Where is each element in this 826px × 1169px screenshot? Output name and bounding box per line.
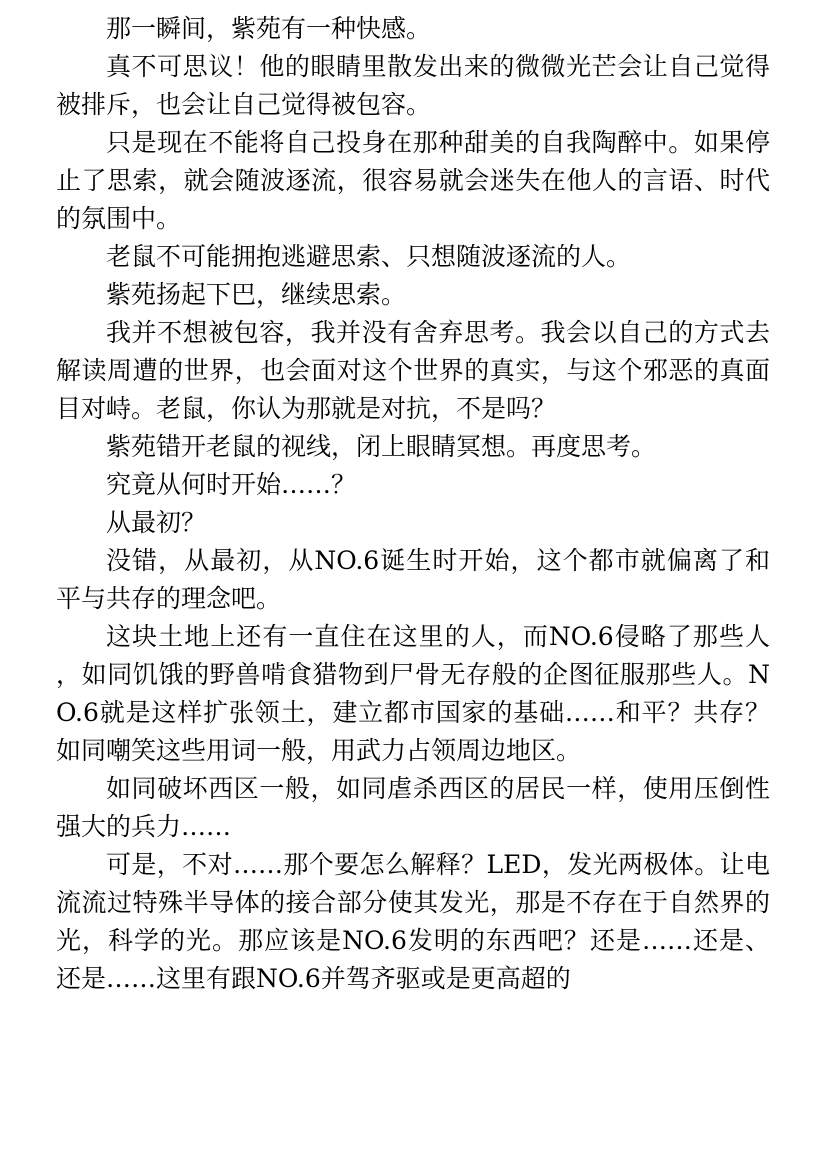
paragraph: 只是现在不能将自己投身在那种甜美的自我陶醉中。如果停止了思索，就会随波逐流，很容易就会迷失在他人的言语、时代的氛围中。 — [56, 128, 770, 233]
paragraph: 从最初？ — [106, 508, 207, 537]
document-page — [56, 10, 770, 998]
paragraph: 紫苑错开老鼠的视线，闭上眼睛冥想。再度思考。 — [106, 432, 657, 461]
paragraph: 那一瞬间，紫苑有一种快感。 — [106, 14, 432, 43]
paragraph: 究竟从何时开始……？ — [106, 470, 357, 499]
paragraph: 真不可思议！他的眼睛里散发出来的微微光芒会让自己觉得被排斥，也会让自己觉得被包容。 — [56, 52, 770, 119]
paragraph: 紫苑扬起下巴，继续思索。 — [106, 280, 407, 309]
paragraph: 这块土地上还有一直住在这里的人，而NO.6侵略了那些人，如同饥饿的野兽啃食猎物到尸骨无存般的企图征服那些人。NO.6就是这样扩张领土，建立都市国家的基础……和平？共存？如同嘲笑这些用词一般，用武力占领周边地区。 — [56, 622, 770, 765]
paragraph: 老鼠不可能拥抱逃避思索、只想随波逐流的人。 — [106, 242, 632, 271]
paragraph: 如同破坏西区一般，如同虐杀西区的居民一样，使用压倒性强大的兵力…… — [56, 774, 770, 841]
paragraph: 没错，从最初，从NO.6诞生时开始，这个都市就偏离了和平与共存的理念吧。 — [56, 546, 770, 613]
paragraph: 可是，不对……那个要怎么解释？LED，发光两极体。让电流流过特殊半导体的接合部分使其发光，那是不存在于自然界的光，科学的光。那应该是NO.6发明的东西吧？还是……还是、还是……这里有跟NO.6并驾齐驱或是更高超的 — [56, 850, 770, 993]
paragraph: 我并不想被包容，我并没有舍弃思考。我会以自己的方式去解读周遭的世界，也会面对这个世界的真实，与这个邪恶的真面目对峙。老鼠，你认为那就是对抗，不是吗？ — [56, 318, 770, 423]
